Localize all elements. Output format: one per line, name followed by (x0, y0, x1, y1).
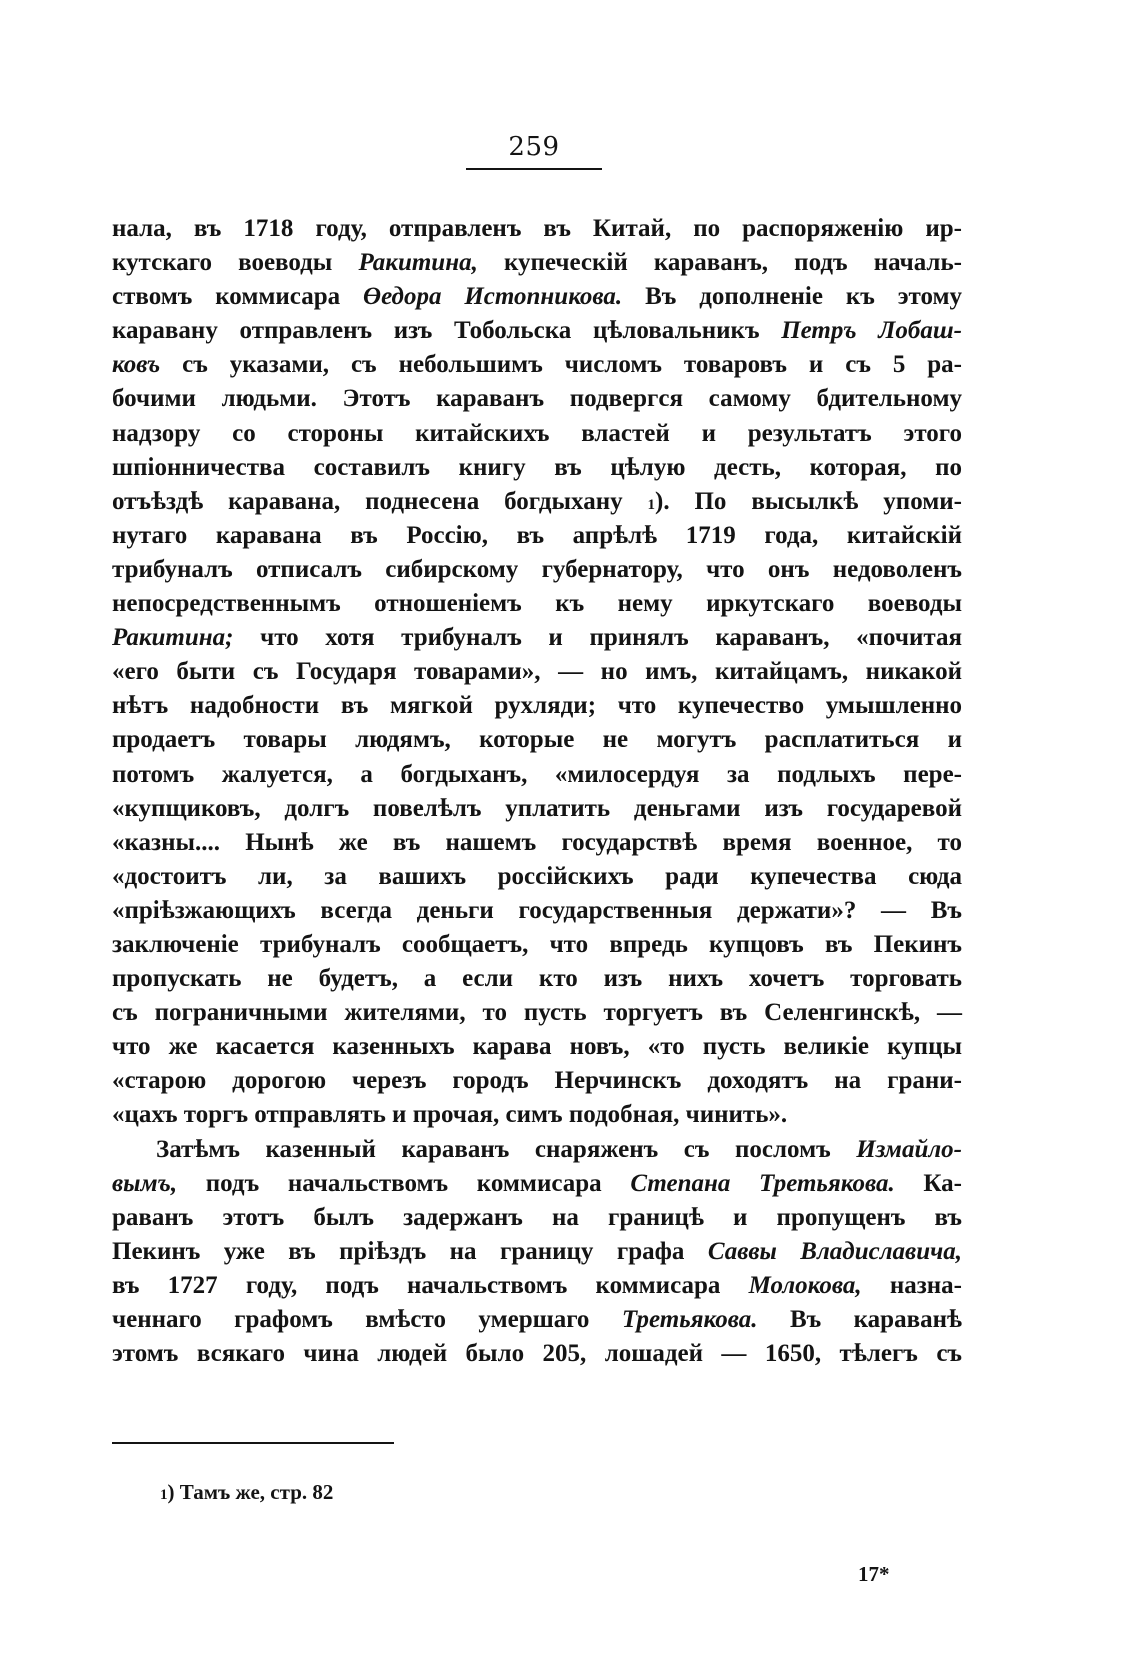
text-line (112, 1235, 962, 1269)
footnote-text: ) Тамъ же, стр. 82 (167, 1480, 334, 1504)
text-run: Затѣмъ казенный караванъ снаряженъ съ посломъ (156, 1135, 857, 1163)
footnote (160, 1480, 333, 1505)
text-line (112, 1303, 962, 1337)
personal-name: Степана Третьякова. (630, 1169, 895, 1197)
text-line (112, 792, 962, 826)
personal-name: Саввы Владиславича, (707, 1237, 962, 1265)
text-run: пропускать не будетъ, а если кто изъ нихъ хочетъ торговать (112, 965, 962, 993)
footnote-marker: 1 (160, 1487, 168, 1503)
text-run: заключеніе трибуналъ сообщаетъ, что впредь купцовъ въ Пекинъ (112, 930, 962, 958)
text-run: продаетъ товары людямъ, которые не могутъ расплатиться и (112, 726, 962, 754)
text-line (112, 1098, 962, 1132)
text-run: нѣтъ надобности въ мягкой рухляди; что купечество умышленно (112, 692, 962, 720)
text-line (112, 758, 962, 792)
text-line (112, 314, 962, 348)
text-run: Ка- (894, 1169, 963, 1197)
text-line (112, 689, 962, 723)
text-run: нутаго каравана въ Россію, въ апрѣлѣ 1719 года, китайскій (112, 521, 962, 549)
text-line (112, 1133, 962, 1167)
text-run: съ указами, съ небольшимъ числомъ товаровъ и съ 5 ра- (160, 351, 962, 379)
text-run: «его быти съ Государя товарами», — но имъ, китайцамъ, никакой (112, 658, 962, 686)
page-number: 259 (508, 132, 560, 162)
text-run: надзору со стороны китайскихъ властей и результатъ этого (112, 419, 962, 447)
text-run: купеческій караванъ, подъ началь- (477, 249, 962, 277)
text-line (112, 621, 962, 655)
text-run: непосредственнымъ отношеніемъ къ нему иркутскаго воеводы (112, 590, 962, 618)
text-line (112, 212, 962, 246)
personal-name: Молокова, (748, 1271, 862, 1299)
text-run: «пріѣзжающихъ всегда деньги государственныя держати»? — Въ (112, 896, 962, 924)
text-line (112, 860, 962, 894)
text-line (112, 382, 962, 416)
text-run: «старою дорогою черезъ городъ Нерчинскъ доходятъ на грани- (112, 1067, 962, 1095)
text-run: этомъ всякаго чина людей было 205, лошадей — 1650, тѣлегъ съ (112, 1340, 962, 1368)
text-line (112, 1064, 962, 1098)
personal-name: Ракитина; (112, 624, 234, 652)
text-line (112, 826, 962, 860)
text-run: «казны.... Нынѣ же въ нашемъ государствѣ время военное, то (112, 828, 962, 856)
text-run: кутскаго воеводы (112, 249, 359, 277)
text-line (112, 1167, 962, 1201)
body-text (112, 212, 962, 1371)
text-run: «купщиковъ, долгъ повелѣлъ уплатить деньгами изъ государевой (112, 794, 962, 822)
text-run: «достоитъ ли, за вашихъ россійскихъ ради купечества сюда (112, 862, 962, 890)
text-run: отъѣздѣ каравана, поднесена богдыхану (112, 487, 648, 515)
text-run: шпіонничества составилъ книгу въ цѣлую десть, которая, по (112, 453, 962, 481)
text-line (112, 348, 962, 382)
footnote-reference: 1 (647, 496, 656, 513)
text-run: потомъ жалуется, а богдыханъ, «милосердуя за подлыхъ пере- (112, 760, 962, 788)
personal-name: Третьякова. (621, 1306, 758, 1333)
text-run: ). По высылкѣ упоми- (655, 487, 962, 515)
text-line (112, 485, 962, 519)
text-run: каравану отправленъ изъ Тобольска цѣловальникъ (112, 317, 782, 345)
text-run: ченнаго графомъ вмѣсто умершаго (112, 1306, 622, 1333)
text-line (112, 928, 962, 962)
text-run: Въ дополненіе къ этому (622, 283, 963, 311)
text-run: что хотя трибуналъ и принялъ караванъ, «почитая (233, 624, 962, 652)
text-line (112, 1030, 962, 1064)
text-run: съ пограничными жителями, то пусть торгуетъ въ Селенгинскѣ, — (112, 999, 962, 1027)
text-run: въ 1727 году, подъ начальствомъ коммисара (112, 1271, 749, 1299)
text-line (112, 1337, 962, 1371)
text-line (112, 280, 962, 314)
text-line (112, 962, 962, 996)
text-run: ствомъ коммисара (112, 283, 364, 311)
text-run: подъ начальствомъ коммисара (177, 1169, 631, 1197)
personal-name: ковъ (112, 351, 161, 379)
text-run: Въ караванѣ (757, 1306, 962, 1333)
text-run: «цахъ торгъ отправлять и прочая, симъ подобная, чинить». (112, 1101, 788, 1129)
signature-mark: 17* (858, 1562, 890, 1586)
text-line (112, 587, 962, 621)
text-run: трибуналъ отписалъ сибирскому губернатору, что онъ недоволенъ (112, 555, 962, 583)
text-line (112, 451, 962, 485)
text-line (112, 723, 962, 757)
personal-name: Петръ Лобаш- (781, 317, 962, 345)
text-line (112, 996, 962, 1030)
personal-name: Измайло- (856, 1135, 962, 1163)
text-run: нала, въ 1718 году, отправленъ въ Китай, по распоряженію ир- (112, 215, 962, 242)
text-run: бочими людьми. Этотъ караванъ подвергся самому бдительному (112, 385, 962, 413)
text-run: что же касается казенныхъ карава новъ, «то пусть великіе купцы (112, 1033, 962, 1061)
text-line (112, 894, 962, 928)
text-line (112, 1201, 962, 1235)
footnote-rule (112, 1442, 394, 1444)
personal-name: Ракитина, (358, 249, 478, 277)
text-line (112, 417, 962, 451)
page-number-rule (466, 168, 602, 170)
personal-name: Өедора Истопникова. (363, 283, 623, 311)
text-line (112, 519, 962, 553)
personal-name: вымъ, (112, 1169, 178, 1197)
text-run: раванъ этотъ былъ задержанъ на границѣ и пропущенъ въ (112, 1203, 962, 1231)
text-line (112, 553, 962, 587)
text-line (112, 655, 962, 689)
text-run: назна- (861, 1271, 962, 1299)
text-line (112, 246, 962, 280)
text-run: Пекинъ уже въ пріѣздъ на границу графа (112, 1237, 708, 1265)
text-line (112, 1269, 962, 1303)
